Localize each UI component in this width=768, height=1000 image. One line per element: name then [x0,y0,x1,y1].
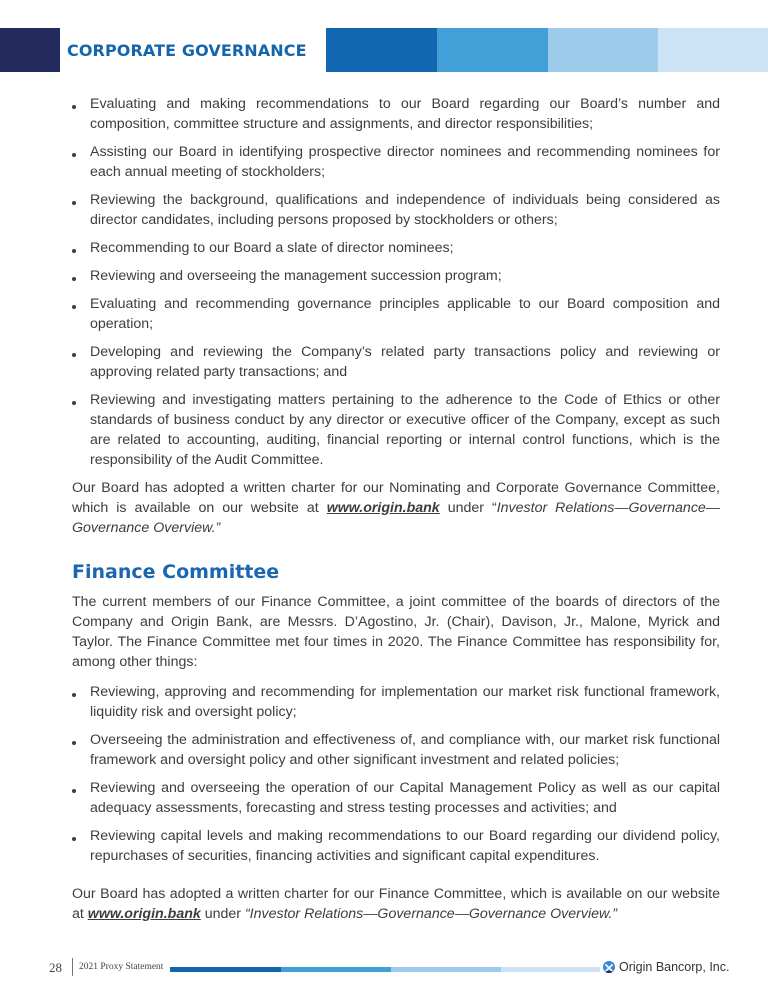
list-item: Reviewing and overseeing the operation of our Capital Management Policy as well as our capital adequacy assessments, forecasting and stress testing processes and activities; and [72,778,720,818]
section-title: CORPORATE GOVERNANCE [67,41,307,60]
charter-path: Investor Relations—Governance—Governance Overview. [72,500,720,536]
nominating-charter-paragraph [72,478,720,538]
charter-text: under [200,906,245,922]
charter-text: Our Board has adopted a written charter for our Finance Committee, which is available on our website at [72,886,720,922]
company-name: Origin Bancorp, Inc. [619,960,730,974]
charter-text: ” [215,520,221,536]
header-bar-2 [437,28,548,72]
page-footer [0,958,768,982]
charter-path: “Investor Relations—Governance—Governance Overview.” [244,906,618,922]
charter-text: under “ [439,500,497,516]
origin-logo-icon [603,961,615,973]
footer-bar-2 [281,967,391,972]
list-item: Reviewing, approving and recommending for implementation our market risk functional framework, liquidity risk and oversight policy; [72,682,720,722]
list-item: Reviewing and overseeing the management succession program; [72,266,720,286]
footer-divider [72,958,73,976]
footer-bar-3 [391,967,501,972]
header-bar-3 [548,28,658,72]
website-link[interactable]: www.origin.bank [326,500,440,516]
list-item: Overseeing the administration and effectiveness of, and compliance with, our market risk functional framework and oversight policy and other significant investment and related policies; [72,730,720,770]
page-content [72,94,720,924]
page-number: 28 [49,960,62,975]
document-title: 2021 Proxy Statement [79,962,164,972]
list-item: Reviewing and investigating matters pertaining to the adherence to the Code of Ethics or other standards of business conduct by any director or executive officer of the Company, except as such are related to accounting, auditing, financial reporting or internal control functions, which is the responsibility of the Audit Committee. [72,390,720,470]
website-link[interactable]: www.origin.bank [87,906,201,922]
finance-intro-paragraph: The current members of our Finance Committee, a joint committee of the boards of directors of the Company and Origin Bank, are Messrs. D’Agostino, Jr. (Chair), Davison, Jr., Malone, Myrick and Taylor. The Finance Committee met four times in 2020. The Finance Committee has responsibility for, among other things: [72,594,720,670]
list-item: Reviewing capital levels and making recommendations to our Board regarding our dividend policy, repurchases of securities, financing activities and significant capital expenditures. [72,826,720,866]
finance-responsibilities-list [72,682,720,866]
charter-text: Our Board has adopted a written charter for our Nominating and Corporate Governance Committee, which is available on our website at [72,480,720,516]
header-bar-1 [326,28,437,72]
list-item: Developing and reviewing the Company’s related party transactions policy and reviewing or approving related party transactions; and [72,342,720,382]
header-navy-block [0,28,60,72]
header-bar-4 [658,28,768,72]
footer-bar-4 [501,967,600,972]
list-item: Recommending to our Board a slate of director nominees; [72,238,720,258]
nominating-responsibilities-list [72,94,720,470]
list-item: Evaluating and making recommendations to our Board regarding our Board’s number and composition, committee structure and assignments, and director responsibilities; [72,94,720,134]
list-item: Reviewing the background, qualifications and independence of individuals being considered as director candidates, including persons proposed by stockholders or others; [72,190,720,230]
list-item: Assisting our Board in identifying prospective director nominees and recommending nominees for each annual meeting of stockholders; [72,142,720,182]
finance-charter-paragraph [72,884,720,924]
footer-bar-1 [170,967,281,972]
finance-committee-heading: Finance Committee [72,561,280,583]
list-item: Evaluating and recommending governance principles applicable to our Board composition and operation; [72,294,720,334]
